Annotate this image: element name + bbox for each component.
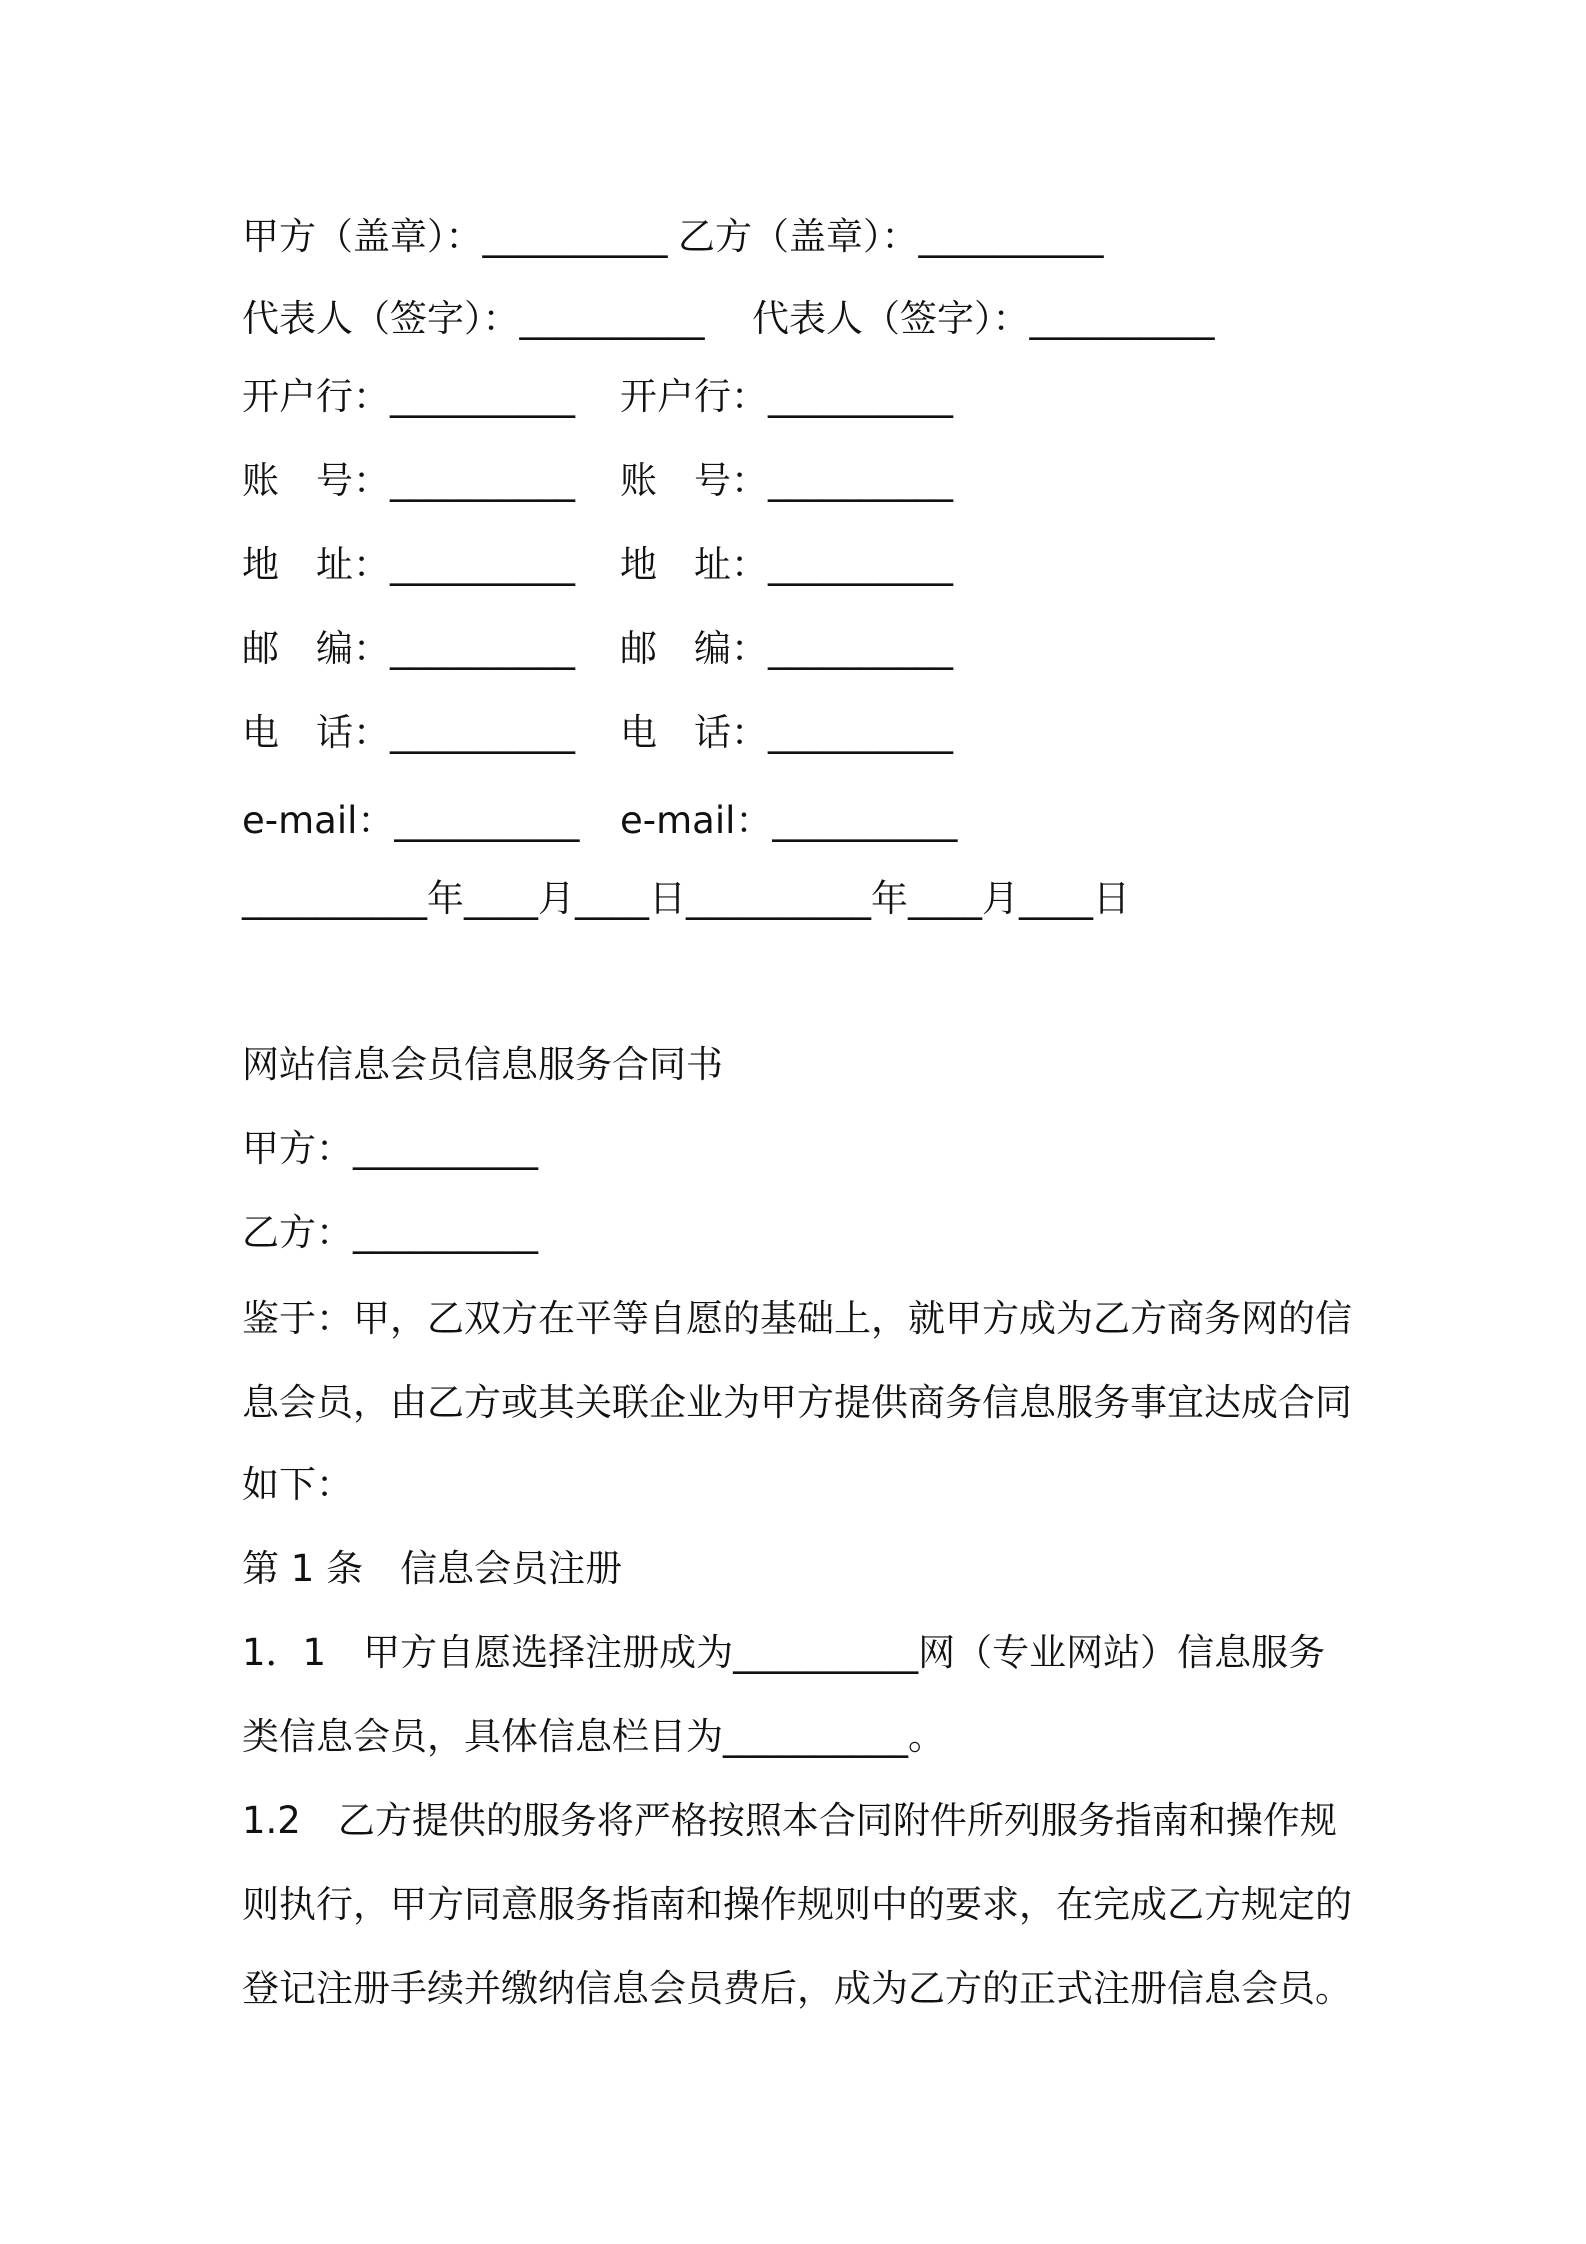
- clause-1-2-line-3: 登记注册手续并缴纳信息会员费后，成为乙方的正式注册信息会员。: [242, 1967, 1352, 2010]
- party-a-representative-field: 代表人（签字）：__________: [242, 297, 705, 340]
- party-a-bank-field: 开户行：__________: [242, 375, 575, 418]
- party-b-bank-field: 开户行：__________: [620, 375, 953, 418]
- party-a-account-field: 账 号：__________: [242, 459, 575, 502]
- contract-title: 网站信息会员信息服务合同书: [242, 1043, 723, 1086]
- party-b-representative-field: 代表人（签字）：__________: [752, 297, 1215, 340]
- signature-date-row: __________年____月____日__________年____月____日: [242, 877, 1130, 920]
- preamble-line-1: 鉴于：甲，乙双方在平等自愿的基础上，就甲方成为乙方商务网的信: [242, 1297, 1352, 1340]
- party-b-address-field: 地 址：__________: [620, 543, 953, 586]
- clause-1-1-line-1: 1．1 甲方自愿选择注册成为__________网（专业网站）信息服务: [242, 1631, 1326, 1674]
- party-b-email-field: e-mail：__________: [620, 799, 958, 842]
- party-a-seal-field: 甲方（盖章）：__________: [242, 215, 668, 258]
- party-a-phone-field: 电 话：__________: [242, 711, 575, 754]
- clause-1-1-line-2: 类信息会员，具体信息栏目为__________。: [242, 1715, 945, 1758]
- party-b-account-field: 账 号：__________: [620, 459, 953, 502]
- clause-1-2-line-2: 则执行，甲方同意服务指南和操作规则中的要求，在完成乙方规定的: [242, 1883, 1352, 1926]
- party-b-phone-field: 电 话：__________: [620, 711, 953, 754]
- party-a-postcode-field: 邮 编：__________: [242, 627, 575, 670]
- clause-1-2-line-1: 1.2 乙方提供的服务将严格按照本合同附件所列服务指南和操作规: [242, 1799, 1337, 1842]
- party-a-line: 甲方：__________: [242, 1127, 538, 1170]
- preamble-line-3: 如下：: [242, 1463, 353, 1506]
- party-b-seal-field: 乙方（盖章）：__________: [678, 215, 1104, 258]
- party-b-line: 乙方：__________: [242, 1211, 538, 1254]
- article-1-heading: 第 1 条 信息会员注册: [242, 1547, 623, 1590]
- party-a-address-field: 地 址：__________: [242, 543, 575, 586]
- party-a-email-field: e-mail：__________: [242, 799, 580, 842]
- party-b-postcode-field: 邮 编：__________: [620, 627, 953, 670]
- preamble-line-2: 息会员，由乙方或其关联企业为甲方提供商务信息服务事宜达成合同: [242, 1381, 1352, 1424]
